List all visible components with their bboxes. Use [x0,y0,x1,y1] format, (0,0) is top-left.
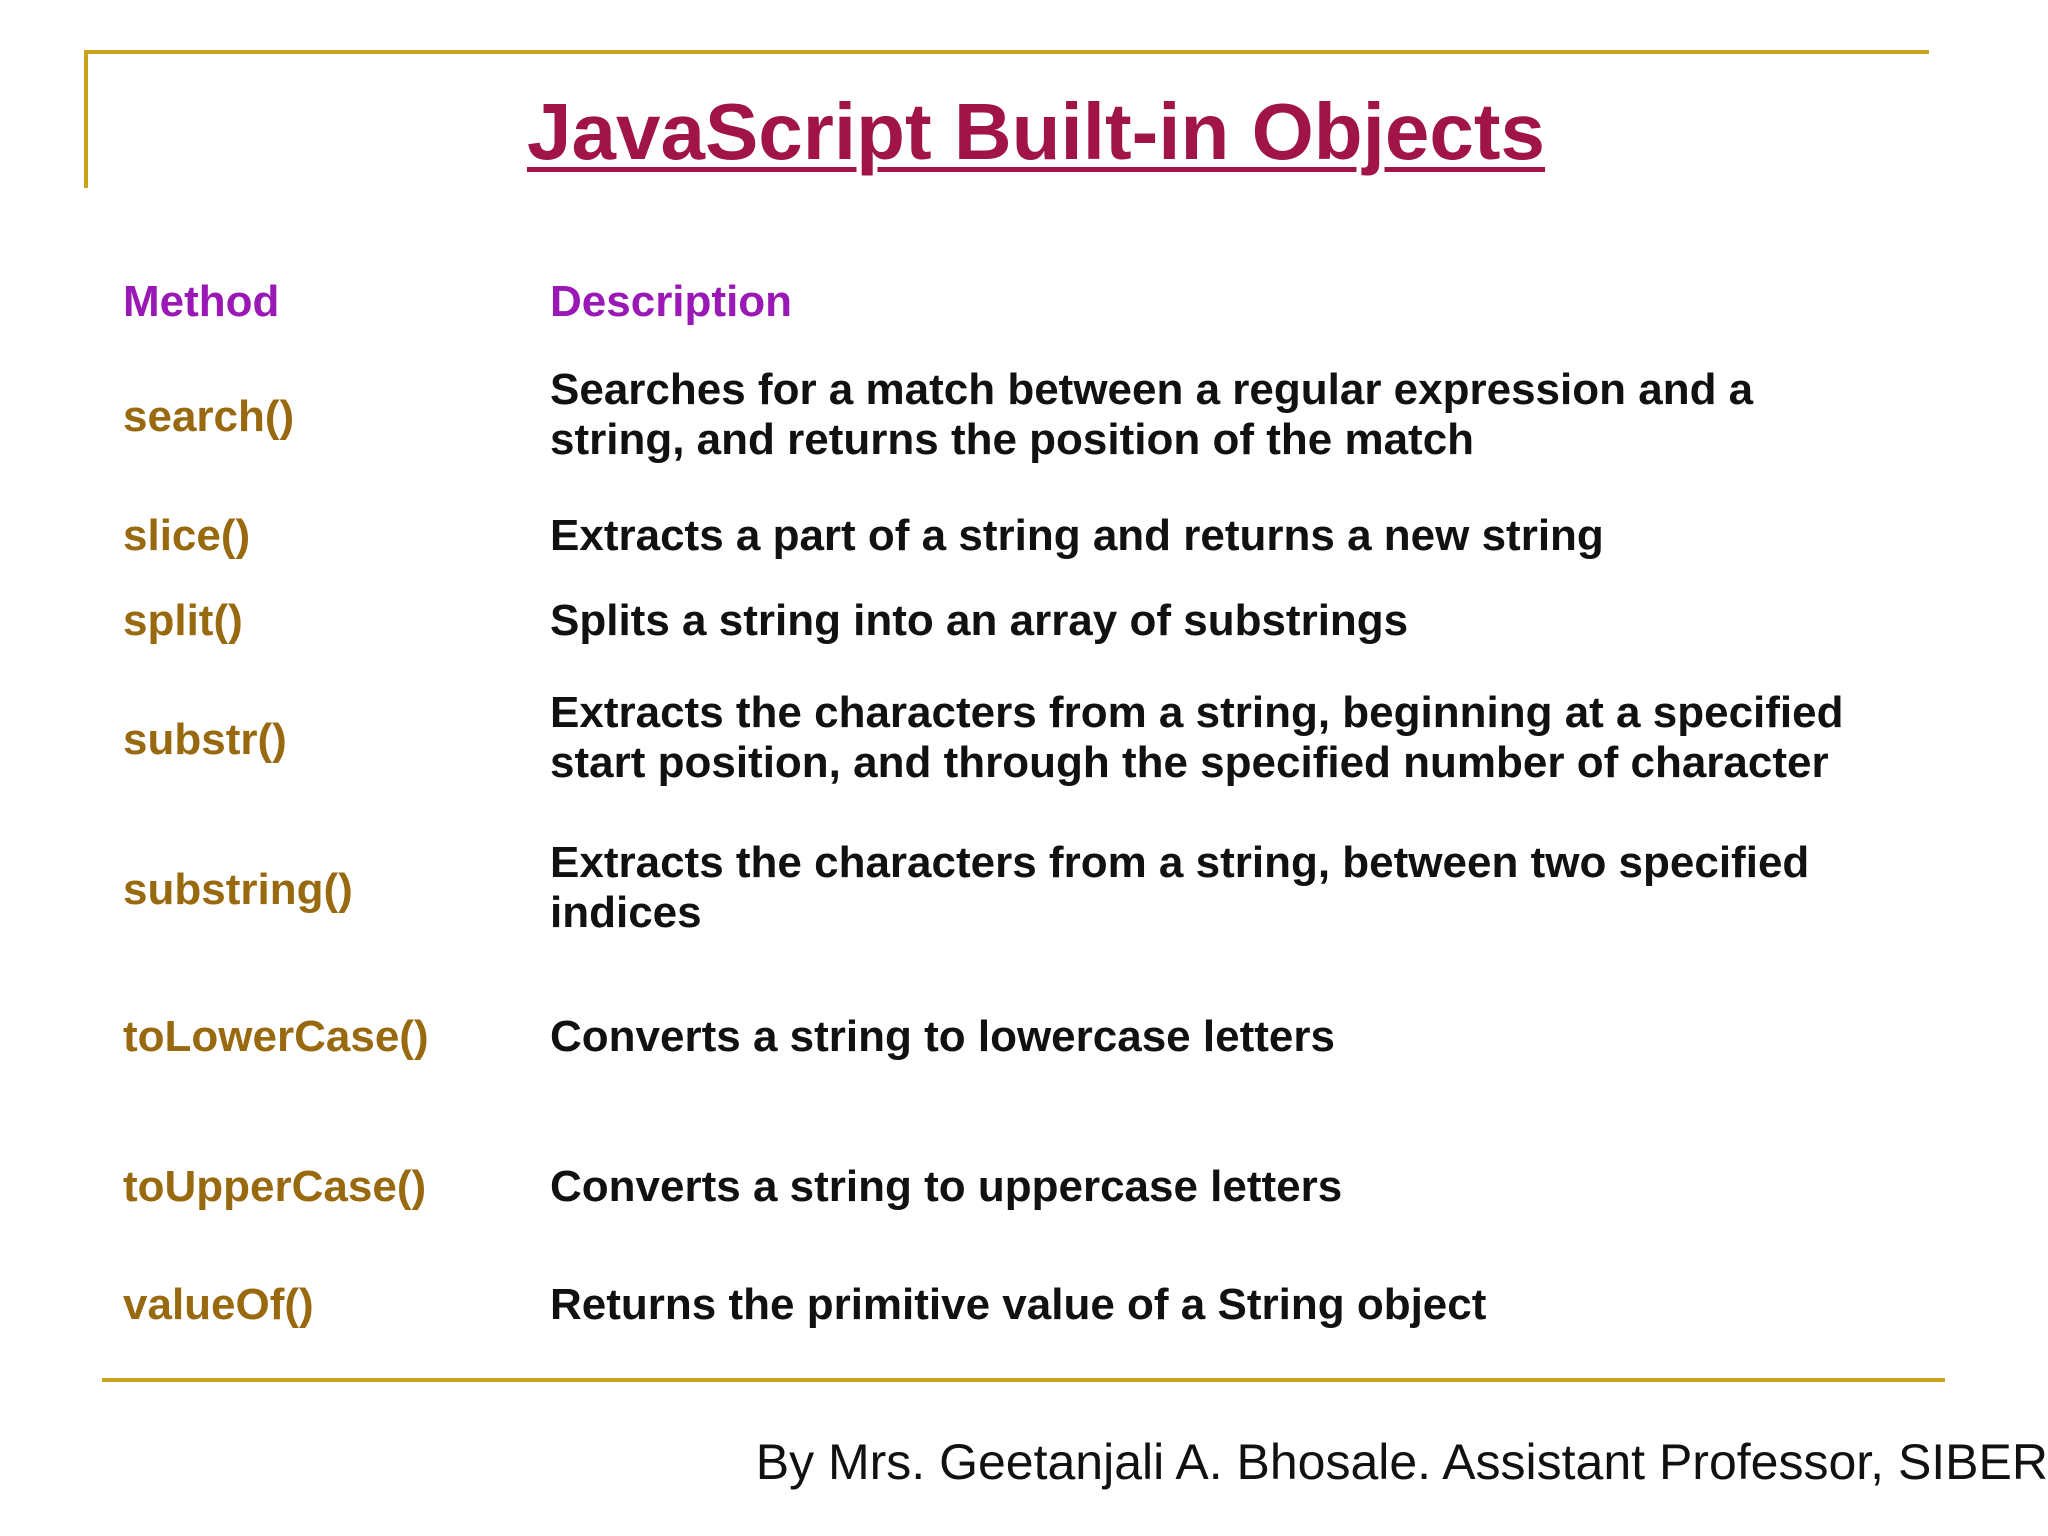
frame-top-line [84,50,1929,54]
method-description: Returns the primitive value of a String object [550,1280,1487,1329]
method-name: toLowerCase() [123,1012,429,1061]
author-footer: By Mrs. Geetanjali A. Bhosale. Assistant Professor, SIBER [755,1434,2048,1490]
description-column-header: Description [550,277,793,326]
method-name: slice() [123,511,251,560]
method-name: toUpperCase() [123,1162,427,1211]
method-description: Extracts the characters from a string, beginning at a specified start position, and through the specified number of character [550,688,1844,787]
method-description: Converts a string to uppercase letters [550,1162,1343,1211]
frame-bottom-line [102,1378,1945,1382]
method-name: split() [123,596,243,645]
method-name: substr() [123,715,287,764]
method-name: search() [123,392,295,441]
method-description: Extracts the characters from a string, between two specified indices [550,838,1810,937]
method-description: Splits a string into an array of substrings [550,596,1409,645]
method-name: valueOf() [123,1280,314,1329]
method-name: substring() [123,865,353,914]
method-description: Extracts a part of a string and returns a new string [550,511,1604,560]
method-description: Searches for a match between a regular expression and a string, and returns the position of the match [550,365,1754,464]
method-description: Converts a string to lowercase letters [550,1012,1335,1061]
method-column-header: Method [123,277,280,326]
slide-title: JavaScript Built-in Objects [526,87,1546,176]
